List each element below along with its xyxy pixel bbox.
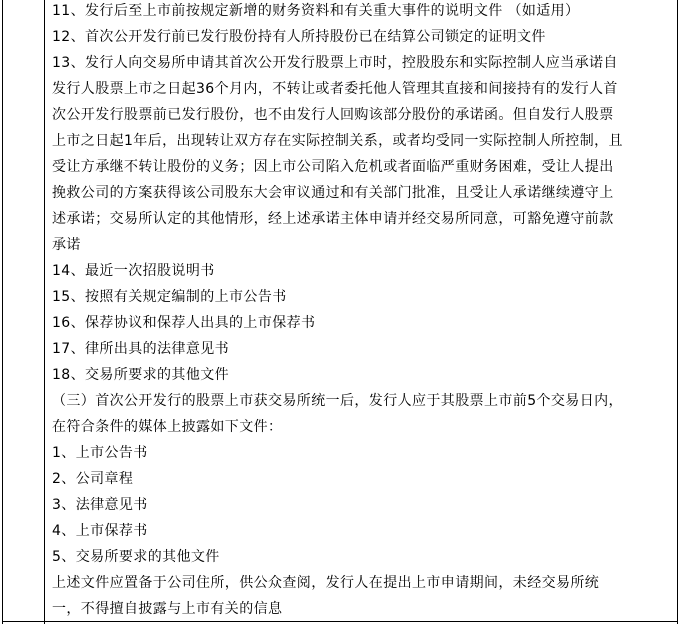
text-line: 述承诺；交易所认定的其他情形，经上述承诺主体申请并经交易所同意，可豁免遵守前款	[52, 211, 614, 227]
text-line: 上述文件应置备于公司住所，供公众查阅，发行人在提出上市申请期间，未经交易所统	[52, 575, 600, 591]
text-line: 1、上市公告书	[52, 445, 148, 461]
table-left-border	[2, 0, 3, 624]
text-line: 15、按照有关规定编制的上市公告书	[52, 289, 287, 305]
text-line: 14、最近一次招股说明书	[52, 263, 215, 279]
text-line: 在符合条件的媒体上披露如下文件：	[52, 419, 283, 435]
text-line: 一，不得擅自披露与上市有关的信息	[52, 601, 283, 617]
text-line: 承诺	[52, 237, 81, 253]
text-line: 发行人股票上市之日起36个月内，不转让或者委托他人管理其直接和间接持有的发行人首	[52, 81, 618, 97]
text-line: 17、律所出具的法律意见书	[52, 341, 230, 357]
text-line: 挽救公司的方案获得该公司股东大会审议通过和有关部门批准，且受让人承诺继续遵守上	[52, 185, 614, 201]
text-line: 次公开发行股票前已发行股份，也不由发行人回购该部分股份的承诺函。但自发行人股票	[52, 107, 614, 123]
text-line: 受让方承继不转让股份的义务；因上市公司陷入危机或者面临严重财务困难，受让人提出	[52, 159, 614, 175]
text-line: 上市之日起1年后，出现转让双方存在实际控制关系，或者均受同一实际控制人所控制，且	[52, 133, 623, 149]
text-line: 2、公司章程	[52, 471, 134, 487]
text-line: 13、发行人向交易所申请其首次公开发行股票上市时，控股股东和实际控制人应当承诺自	[52, 55, 618, 71]
text-line: 18、交易所要求的其他文件	[52, 367, 230, 383]
table-right-border	[677, 0, 678, 624]
text-line: 11、发行后至上市前按规定新增的财务资料和有关重大事件的说明文件 （如适用）	[52, 3, 580, 19]
table-column-divider	[44, 0, 45, 624]
text-line: 3、法律意见书	[52, 497, 148, 513]
text-line: 12、首次公开发行前已发行股份持有人所持股份已在结算公司锁定的证明文件	[52, 29, 546, 45]
text-line: 4、上市保荐书	[52, 523, 148, 539]
text-line: 16、保荐协议和保荐人出具的上市保荐书	[52, 315, 316, 331]
text-line: 5、交易所要求的其他文件	[52, 549, 220, 565]
text-line: （三）首次公开发行的股票上市获交易所统一后，发行人应于其股票上市前5个交易日内，	[52, 393, 623, 409]
